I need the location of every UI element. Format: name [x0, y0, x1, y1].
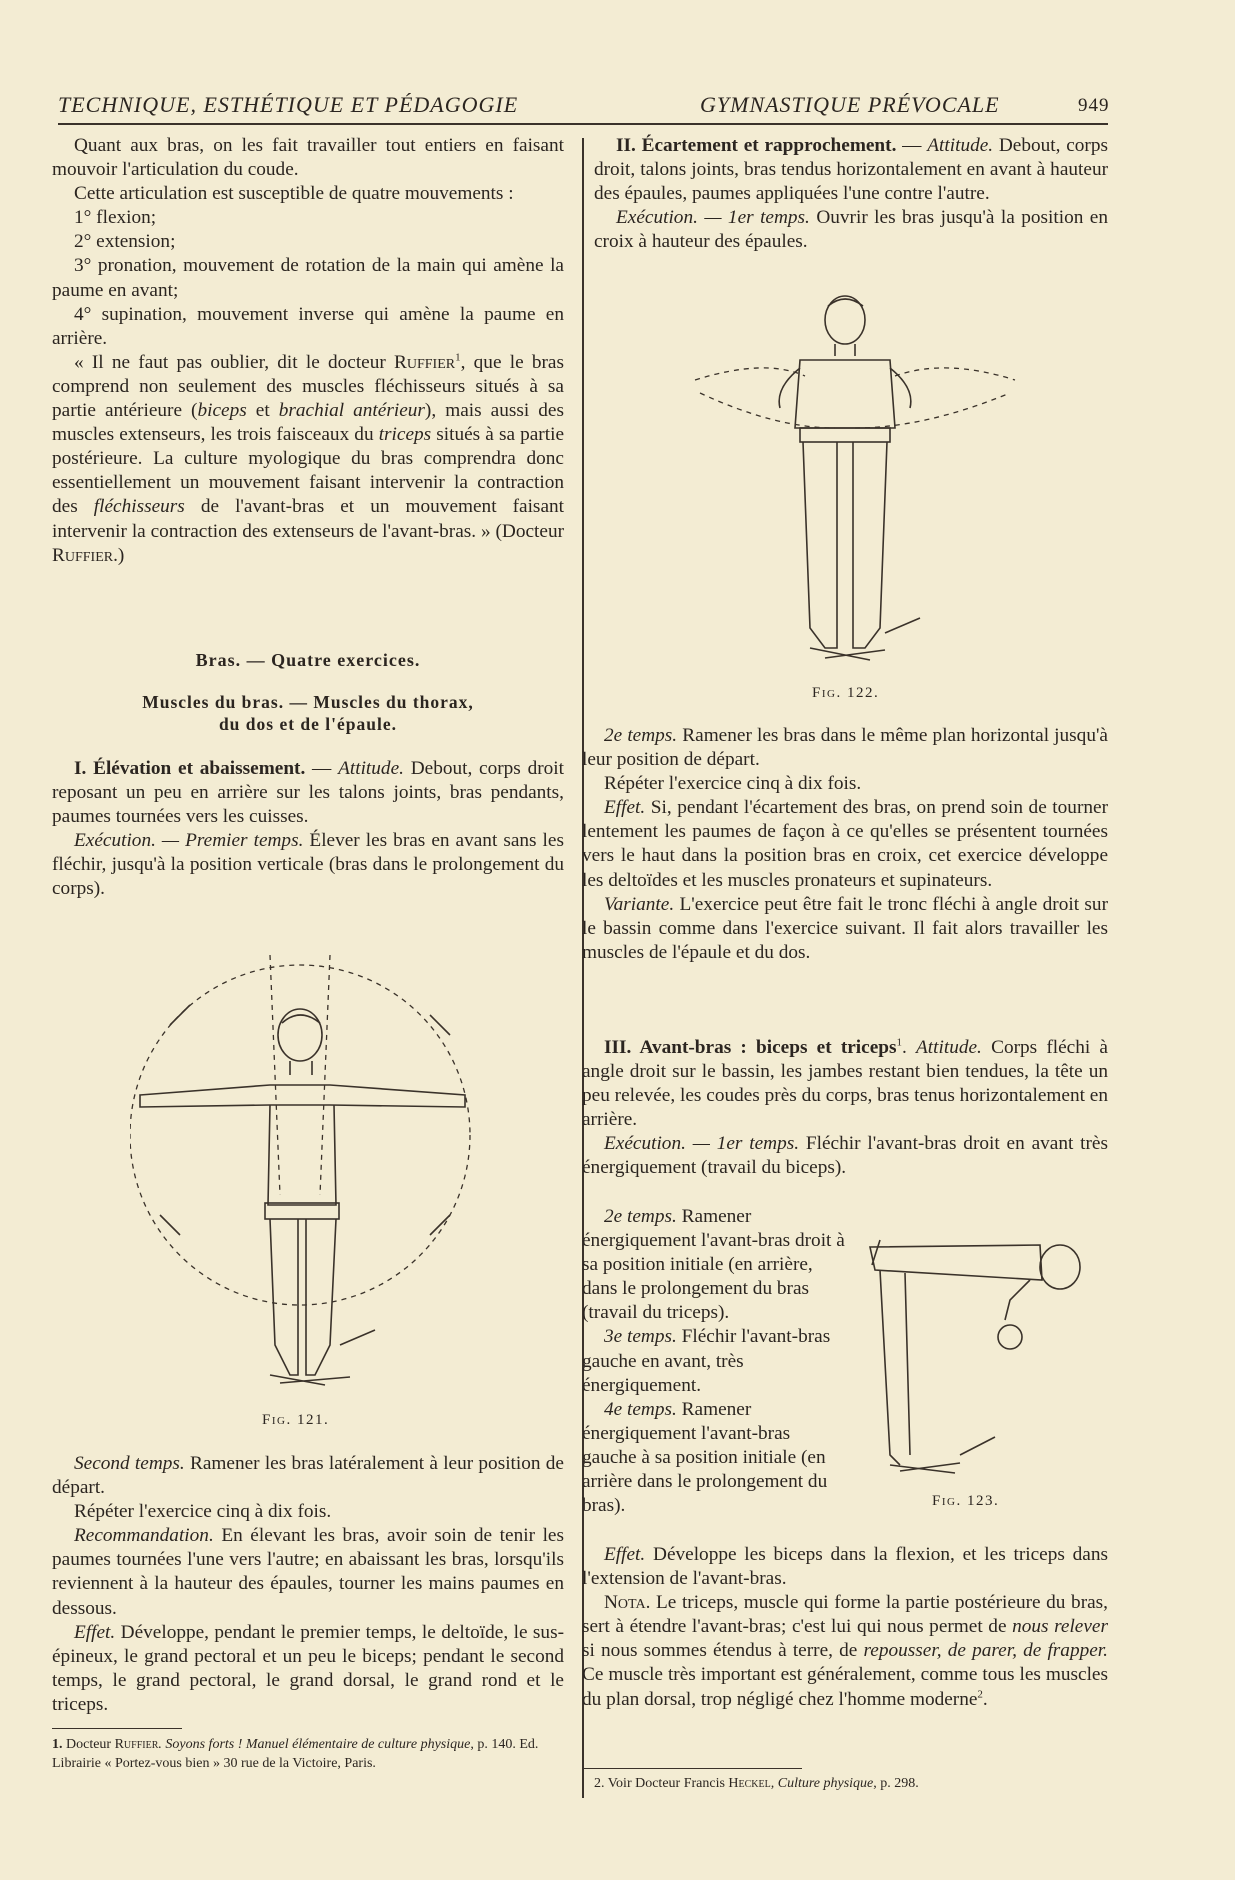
exercise-1-intro [52, 757, 564, 902]
footnote-1: 1. Docteur Ruffier. Soyons forts ! Manuel élémentaire de culture physique, p. 140. Ed. Librairie « Portez-vous bien » 30 rue de la Victoire, Paris. [52, 1737, 539, 1771]
paragraph: Recommandation. En élevant les bras, avoir soin de tenir les paumes tournées l'une vers l'autre; en abaissant les bras, lorsqu'ils reviennent à la hauteur des épaules, tourner les mains paumes en dessous. [52, 1525, 564, 1619]
paragraph: 3e temps. Fléchir l'avant-bras gauche en avant, très énergiquement. [582, 1326, 831, 1396]
paragraph: I. Élévation et abaissement. — Attitude. Debout, corps droit reposant un peu en arrière sur les talons joints, bras pendants, paumes tournées vers les cuisses. [52, 758, 564, 828]
exercise-2-continued [582, 724, 1108, 965]
footnote-2: 2. Voir Docteur Francis Heckel, Culture physique, p. 298. [594, 1776, 919, 1791]
figure-122-caption: Fig. 122. [812, 685, 880, 701]
figure-121-illustration [130, 945, 480, 1405]
footnote-rule [52, 1728, 182, 1729]
paragraph: Second temps. Ramener les bras latéralement à leur position de départ. [52, 1453, 564, 1499]
figure-123-illustration [860, 1225, 1100, 1485]
figure-123-caption: Fig. 123. [932, 1493, 1000, 1509]
running-head-right: GYMNASTIQUE PRÉVOCALE [700, 92, 1000, 117]
paragraph: Nota. Le triceps, muscle qui forme la partie postérieure du bras, sert à étendre l'avant-bras; c'est lui qui nous permet de nous relever si nous sommes étendus à terre, de repousser, de parer, de frapper. Ce muscle très important est généralement, comme tous les muscles du plan dorsal, trop négligé chez l'homme moderne$^2$. [582, 1592, 1108, 1710]
paragraph: Répéter l'exercice cinq à dix fois. [604, 773, 862, 795]
subsection-title-line1: Muscles du bras. — Muscles du thorax, [142, 692, 474, 712]
exercise-3-steps [582, 1205, 847, 1518]
section-title: Bras. — Quatre exercices. [195, 650, 421, 670]
list-item: 2° extension; [74, 231, 176, 253]
exercise-3-continued [582, 1543, 1108, 1712]
footnote-rule-2 [582, 1768, 802, 1769]
paragraph: Effet. Développe les biceps dans la flexion, et les triceps dans l'extension de l'avant-bras. [582, 1544, 1108, 1590]
paragraph: Exécution. — 1er temps. Fléchir l'avant-bras droit en avant très énergiquement (travail du biceps). [582, 1133, 1108, 1179]
paragraph: 2e temps. Ramener énergiquement l'avant-bras droit à sa position initiale (en arrière, dans le prolongement du bras (travail du triceps). [582, 1206, 845, 1324]
exercise-3-intro [582, 1036, 1108, 1181]
list-item: 1° flexion; [74, 207, 157, 229]
exercise-1-continued [52, 1452, 564, 1717]
paragraph: Exécution. — Premier temps. Élever les bras en avant sans les fléchir, jusqu'à la position verticale (bras dans le prolongement du corps). [52, 830, 564, 900]
header-rule [58, 123, 1108, 125]
quote-paragraph: « Il ne faut pas oublier, dit le docteur Ruffier$^1$, que le bras comprend non seulement des muscles fléchisseurs situés à sa partie antérieure (biceps et brachial antérieur), mais aussi des muscles extenseurs, les trois faisceaux du triceps situés à sa partie postérieure. La culture myologique du bras comprendra donc essentiellement un mouvement faisant intervenir la contraction des fléchisseurs de l'avant-bras et un mouvement faisant intervenir la contraction des extenseurs de l'avant-bras. » (Docteur Ruffier.) [52, 351, 564, 566]
paragraph: Effet. Développe, pendant le premier temps, le deltoïde, le sus-épineux, le grand pectoral et un peu le biceps; pendant le second temps, le grand pectoral, le grand dorsal, le grand rond et le triceps. [52, 1621, 564, 1715]
left-column-top [52, 134, 564, 568]
paragraph: 4e temps. Ramener énergiquement l'avant-bras gauche à sa position initiale (en arrière dans le prolongement du bras). [582, 1398, 828, 1517]
subsection-title-line2: du dos et de l'épaule. [218, 714, 398, 734]
paragraph: 2e temps. Ramener les bras dans le même plan horizontal jusqu'à leur position de départ. [582, 725, 1108, 771]
paragraph: Répéter l'exercice cinq à dix fois. [74, 1501, 332, 1523]
paragraph: II. Écartement et rapprochement. — Attitude. Debout, corps droit, talons joints, bras tendus horizontalement en avant à hauteur des épaules, paumes appliquées l'une contre l'autre. [594, 135, 1108, 205]
paragraph: Effet. Si, pendant l'écartement des bras, on prend soin de tourner lentement les paumes de façon à ce qu'elles se présentent tournées vers le haut dans la position bras en croix, cet exercice développe les deltoïdes et les muscles pronateurs et supinateurs. [582, 797, 1108, 891]
figure-122-illustration [685, 288, 1025, 683]
page-number: 949 [1078, 95, 1110, 116]
exercise-2-intro [594, 134, 1108, 254]
list-item: 4° supination, mouvement inverse qui amène la paume en arrière. [52, 303, 564, 349]
paragraph: Variante. L'exercice peut être fait le tronc fléchi à angle droit sur le bassin comme dans l'exercice suivant. Il fait alors travailler les muscles de l'épaule et du dos. [582, 893, 1108, 963]
list-item: 3° pronation, mouvement de rotation de la main qui amène la paume en avant; [52, 255, 564, 301]
paragraph: Exécution. — 1er temps. Ouvrir les bras jusqu'à la position en croix à hauteur des épaules. [594, 207, 1108, 253]
paragraph: Cette articulation est susceptible de quatre mouvements : [74, 183, 514, 205]
paragraph: III. Avant-bras : biceps et triceps$^1$. Attitude. Corps fléchi à angle droit sur le bassin, les jambes restant bien tendues, la tête un peu relevée, les coudes près du corps, bras tenus horizontalement en arrière. [582, 1036, 1108, 1131]
running-head-left: TECHNIQUE, ESTHÉTIQUE ET PÉDAGOGIE [58, 92, 519, 117]
figure-121-caption: Fig. 121. [262, 1412, 330, 1428]
paragraph: Quant aux bras, on les fait travailler tout entiers en faisant mouvoir l'articulation du coude. [52, 135, 564, 181]
